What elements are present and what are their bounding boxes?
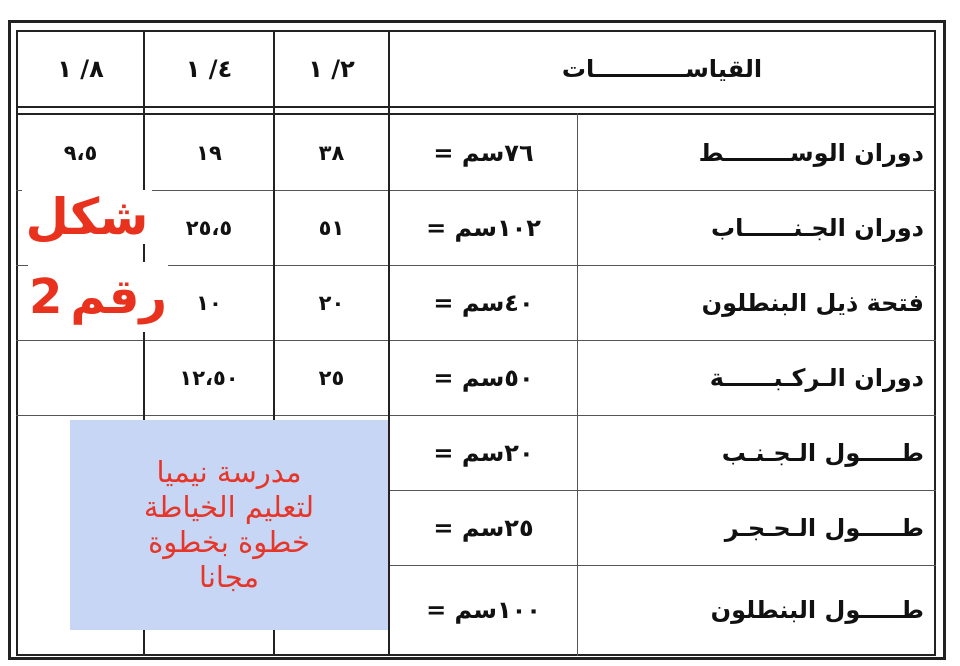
row-quarter: ١٢،٥٠ [179, 366, 239, 390]
row-value: = ١٠٢سم [426, 214, 541, 242]
promo-line: لتعليم الخياطة [143, 490, 315, 525]
row-value: = ٥٠سم [433, 364, 534, 392]
row-quarter: ١٩ [196, 140, 222, 165]
header-col-4-1: ٤/ ١ [185, 55, 233, 83]
row-quarter: ٢٥،٥ [185, 216, 233, 240]
row-label: دوران الوســــــــط [698, 138, 924, 167]
header-col-2-1: ٢/ ١ [308, 55, 355, 83]
row-value: = ١٠٠سم [426, 596, 541, 624]
shape-number-group [28, 262, 168, 332]
number-label: رقم [70, 269, 168, 325]
promo-line: مجانا [199, 559, 259, 594]
row-label: طـــــول الـجـنـب [721, 439, 924, 467]
row-value: = ٧٦سم [433, 138, 534, 167]
header-divider-top [16, 106, 936, 108]
header-title: القياســـــــــــات [561, 55, 763, 83]
promo-line: مدرسة نيميا [156, 455, 302, 490]
row-label: دوران الـركـبــــــة [709, 364, 924, 392]
row-label: طـــــول الـحـجـر [724, 514, 924, 542]
row-eighth: ٩،٥ [63, 140, 98, 165]
number-value: 2 [28, 269, 63, 325]
row-value: = ٢٠سم [433, 439, 534, 467]
row-half: ٣٨ [318, 140, 345, 165]
row-half: ٢٠ [318, 291, 345, 315]
row-half: ٢٥ [318, 366, 345, 390]
header-col-8-1: ٨/ ١ [57, 55, 104, 83]
row-quarter: ١٠ [196, 291, 222, 315]
promo-box [70, 420, 388, 630]
shape-label: شكل [22, 190, 152, 244]
row-half: ٥١ [318, 216, 345, 240]
row-label: فتحة ذيل البنطلون [701, 289, 924, 317]
promo-line: خطوة بخطوة [148, 525, 310, 559]
row-value: = ٢٥سم [433, 514, 534, 542]
row-value: = ٤٠سم [433, 289, 534, 317]
row-label: دوران الجـنــــــاب [711, 214, 924, 242]
col-divider-label [577, 113, 578, 656]
row-label: طـــــول البنطلون [710, 596, 924, 624]
